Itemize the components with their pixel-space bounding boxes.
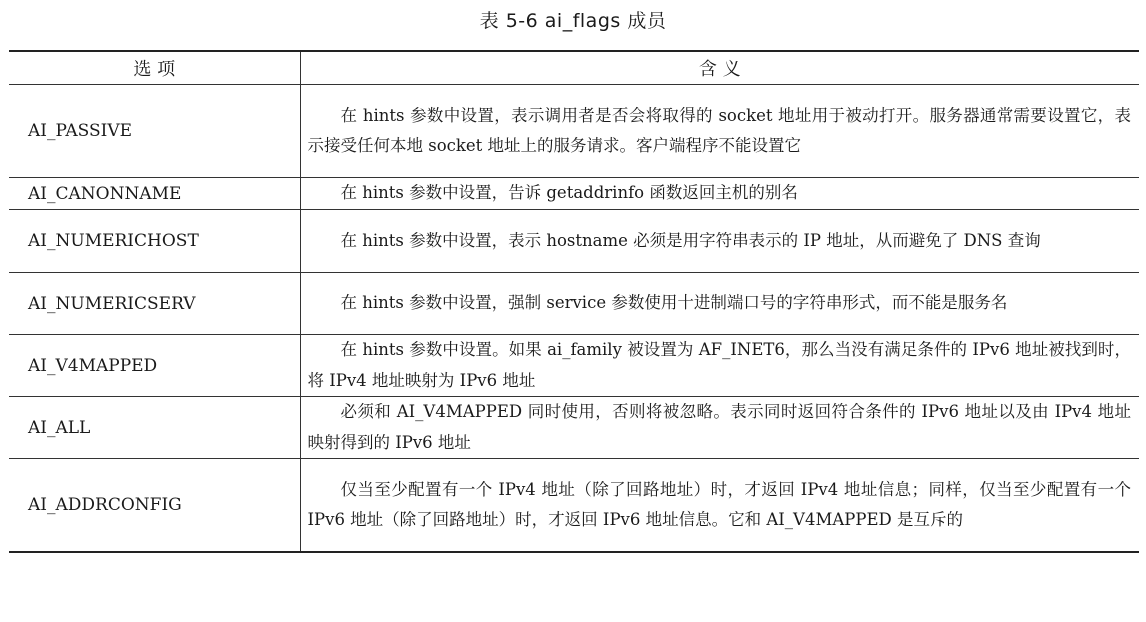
table-row xyxy=(9,178,1139,210)
meaning-cell: 在 hints 参数中设置，告诉 getaddrinfo 函数返回主机的别名 xyxy=(300,178,1139,210)
table-row xyxy=(9,335,1139,397)
option-cell: AI_NUMERICSERV xyxy=(9,273,300,335)
table-row xyxy=(9,273,1139,335)
column-header-meaning xyxy=(300,51,1139,85)
table-caption: 表 5-6 ai_flags 成员 xyxy=(479,10,667,32)
table-row xyxy=(9,459,1139,553)
meaning-cell: 在 hints 参数中设置，表示 hostname 必须是用字符串表示的 IP 地址，从而避免了 DNS 查询 xyxy=(300,210,1139,273)
option-cell: AI_V4MAPPED xyxy=(9,335,300,397)
meaning-cell: 仅当至少配置有一个 IPv4 地址（除了回路地址）时，才返回 IPv4 地址信息；同样，仅当至少配置有一个 IPv6 地址（除了回路地址）时，才返回 IPv6 地址信息。它和 AI_V4MAPPED 是互斥的 xyxy=(300,459,1139,553)
column-header-meaning-label: 含 义 xyxy=(698,59,741,80)
option-cell: AI_ALL xyxy=(9,397,300,459)
meaning-cell: 在 hints 参数中设置。如果 ai_family 被设置为 AF_INET6，那么当没有满足条件的 IPv6 地址被找到时，将 IPv4 地址映射为 IPv6 地址 xyxy=(300,335,1139,397)
table-row xyxy=(9,85,1139,178)
header-row xyxy=(9,51,1139,85)
option-cell: AI_CANONNAME xyxy=(9,178,300,210)
option-cell: AI_ADDRCONFIG xyxy=(9,459,300,553)
meaning-cell: 必须和 AI_V4MAPPED 同时使用，否则将被忽略。表示同时返回符合条件的 IPv6 地址以及由 IPv4 地址映射得到的 IPv6 地址 xyxy=(300,397,1139,459)
table-row xyxy=(9,210,1139,273)
table-row xyxy=(9,397,1139,459)
option-cell: AI_PASSIVE xyxy=(9,85,300,178)
option-cell: AI_NUMERICHOST xyxy=(9,210,300,273)
column-header-option-label: 选 项 xyxy=(133,59,176,80)
ai-flags-table xyxy=(9,50,1139,553)
meaning-cell: 在 hints 参数中设置，强制 service 参数使用十进制端口号的字符串形式，而不能是服务名 xyxy=(300,273,1139,335)
meaning-cell: 在 hints 参数中设置，表示调用者是否会将取得的 socket 地址用于被动打开。服务器通常需要设置它，表示接受任何本地 socket 地址上的服务请求。客户端程序不能设置它 xyxy=(300,85,1139,178)
column-header-option xyxy=(9,51,300,85)
